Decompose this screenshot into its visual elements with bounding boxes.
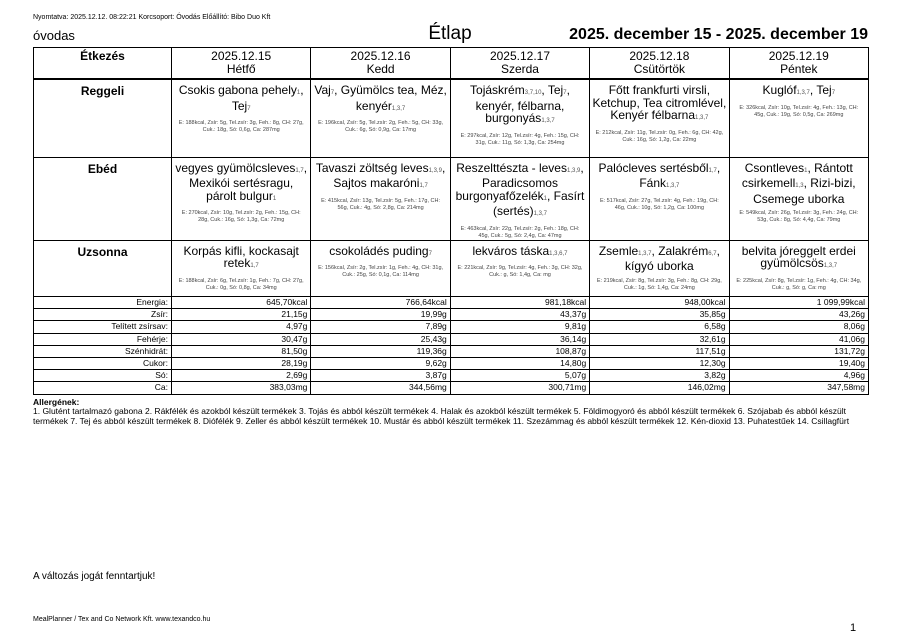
nutrient-value: 43,37g (450, 309, 589, 321)
nutrient-value: 32,61g (590, 333, 729, 345)
menu-cell (590, 240, 729, 296)
nutrition-summary-table (33, 296, 869, 395)
nutrition-info: E: 463kcal, Zsír: 22g, Tel.zsír: 2g, Feh.: 18g, CH: 45g, Cuk.: 5g, Só: 2,4g, Ca: 47mg (460, 225, 580, 239)
nutrient-value: 25,43g (311, 333, 450, 345)
dish-name (592, 245, 726, 273)
meal-name: Uzsonna (34, 240, 172, 296)
print-info: Nyomtatva: 2025.12.12. 08:22:21 Korcsoport: Óvodás Előállító: Bibo Duo Kft (33, 14, 271, 21)
nutrient-value: 766,64kcal (311, 297, 450, 309)
dish-text: , Mexikói sertésragu, párolt bulgur (189, 160, 308, 203)
meal-row (34, 240, 869, 296)
date-range: 2025. december 15 - 2025. december 19 (569, 26, 868, 43)
allergen-codes: 1 (272, 195, 277, 202)
nutrient-value: 2,69g (172, 370, 311, 382)
nutrition-row (34, 321, 869, 333)
menu-cell (450, 240, 589, 296)
allergen-codes: 1,3 (795, 183, 804, 189)
nutrition-row (34, 370, 869, 382)
page-number: 1 (850, 622, 857, 634)
allergen-codes: 1 (296, 90, 301, 96)
dish-text: , Zalakrém (651, 243, 709, 258)
nutrition-row (34, 382, 869, 394)
nutrient-value: 30,47g (172, 333, 311, 345)
nutrient-value: 12,30g (590, 358, 729, 370)
nutrient-value: 344,56mg (311, 382, 450, 394)
allergen-codes: 1,7 (708, 167, 717, 174)
allergen-codes: 7 (330, 90, 335, 96)
dish-name (453, 245, 587, 261)
menu-cell (311, 157, 450, 240)
day-header (729, 48, 868, 80)
dish-text: Tojáskrém (470, 83, 525, 97)
allergen-codes: 1,3,9 (428, 167, 442, 174)
dish-text: Palócleves sertésből (598, 160, 709, 175)
allergen-codes: 1,7 (295, 167, 304, 174)
nutrient-value: 6,58g (590, 321, 729, 333)
meal-name: Reggeli (34, 79, 172, 157)
dish-text: , Fasírt (sertés) (492, 188, 585, 218)
dish-text: , Tej (231, 83, 304, 113)
nutrition-info: E: 156kcal, Zsír: 2g, Tel.zsír: 1g, Feh.: 4g, CH: 31g, Cuk.: 25g, Só: 0,1g, Ca: 114mg (318, 265, 444, 278)
dish-text: , Fánk (639, 160, 721, 190)
nutrient-label: Fehérje: (34, 333, 172, 345)
nutrient-label: Telített zsírsav: (34, 321, 172, 333)
nutrient-value: 4,97g (172, 321, 311, 333)
day-header (590, 48, 729, 80)
nutrition-row (34, 297, 869, 309)
dish-name (732, 162, 866, 206)
dish-name (592, 162, 726, 193)
nutrient-value: 119,36g (311, 345, 450, 357)
menu-cell (729, 157, 868, 240)
menu-cell (729, 79, 868, 157)
day-date: 2025.12.19 (768, 49, 829, 63)
dish-text: lekváros táska (472, 243, 550, 258)
nutrient-value: 36,14g (450, 333, 589, 345)
day-name: Hétfő (226, 62, 256, 76)
allergen-codes: 1,3,7 (796, 90, 810, 96)
dish-text: , Tej (809, 83, 832, 97)
nutrient-value: 41,06g (729, 333, 868, 345)
nutrient-value: 81,50g (172, 345, 311, 357)
meal-row (34, 157, 869, 240)
nutrient-value: 3,82g (590, 370, 729, 382)
dish-name (592, 84, 726, 125)
allergen-codes: 1 (804, 167, 808, 174)
dish-text: Csontleves (744, 160, 805, 175)
meal-row (34, 79, 869, 157)
allergen-codes: 7 (563, 90, 567, 96)
day-name: Szerda (500, 62, 539, 76)
day-header (450, 48, 589, 80)
dish-text: Főtt frankfurti virsli, Ketchup, Tea citromlével, Kenyér félbarna (592, 83, 727, 122)
footer-credit: MealPlanner / Tex and Co Network Kft. www.texandco.hu (33, 616, 211, 623)
allergens-list: 1. Glutént tartalmazó gabona 2. Rákfélék és azokból készült termékek 3. Tojás és abból készült termékek 4. Halak és azokból készült termékek 5. Földimogyoró és abból készült termékek 6. Szójabab és abból készült termékek 7. Tej és abból készült termékek 8. Diófélék 9. Zeller és abból készült termékek 10. Mustár és abból készült termékek 11. Szezámmag és abból készült termékek 12. Kén-dioxid 13. Puhatestűek 14. Csillagfürt (33, 406, 850, 426)
day-date: 2025.12.16 (350, 49, 411, 63)
meal-name: Ebéd (34, 157, 172, 240)
nutrient-value: 8,06g (729, 321, 868, 333)
day-header-row (34, 48, 869, 80)
menu-cell (590, 157, 729, 240)
nutrient-value: 981,18kcal (450, 297, 589, 309)
dish-text: Csokis gabona pehely (178, 83, 297, 97)
nutrient-value: 645,70kcal (172, 297, 311, 309)
page-title: Étlap (428, 23, 472, 44)
nutrition-info: E: 415kcal, Zsír: 13g, Tel.zsír: 5g, Feh.: 17g, CH: 56g, Cuk.: 4g, Só: 2,8g, Ca: 214mg (321, 197, 440, 211)
nutrient-value: 9,81g (450, 321, 589, 333)
allergen-codes: 7 (428, 250, 432, 257)
day-name: Kedd (366, 62, 395, 76)
dish-name (174, 84, 308, 115)
day-header (311, 48, 450, 80)
dish-name (313, 84, 447, 115)
allergen-codes: 1,3,6,7 (549, 250, 568, 257)
nutrition-info: E: 188kcal, Zsír: 6g, Tel.zsír: 1g, Feh.: 7g, CH: 27g, Cuk.: 0g, Só: 0,8g, Ca: 34mg (178, 277, 304, 291)
allergen-codes: 1,7 (250, 263, 259, 269)
dish-text: , kenyér, félbarna, burgonyás (475, 83, 570, 125)
nutrition-row (34, 309, 869, 321)
day-date: 2025.12.18 (629, 49, 690, 63)
nutrient-label: Ca: (34, 382, 172, 394)
dish-text: Korpás kifli, kockasajt retek (183, 243, 299, 270)
nutrition-info: E: 225kcal, Zsír: 8g, Tel.zsír: 1g, Feh.: 4g, CH: 34g, Cuk.: g, Só: g, Ca: mg (736, 277, 862, 291)
dish-name (732, 84, 866, 100)
menu-cell (311, 240, 450, 296)
nutrient-value: 5,07g (450, 370, 589, 382)
nutrition-row (34, 333, 869, 345)
allergen-codes: 1 (543, 195, 547, 202)
dish-name (453, 84, 587, 128)
nutrient-label: Energia: (34, 297, 172, 309)
nutrient-label: Só: (34, 370, 172, 382)
allergen-codes: 1,3,9 (566, 167, 581, 174)
nutrient-value: 1 099,99kcal (729, 297, 868, 309)
dish-name (174, 162, 308, 206)
nutrient-value: 131,72g (729, 345, 868, 357)
nutrition-info: E: 517kcal, Zsír: 27g, Tel.zsír: 4g, Feh.: 19g, CH: 46g, Cuk.: 10g, Só: 1,2g, Ca: 100mg (599, 197, 719, 211)
dish-text: Zsemle (598, 243, 639, 258)
nutrient-value: 14,80g (450, 358, 589, 370)
allergen-codes: 3,7,10 (524, 90, 542, 96)
dish-text: , Rizi-bizi, Csemege uborka (753, 176, 856, 206)
dish-name (174, 245, 308, 273)
menu-cell (450, 79, 589, 157)
dish-text: , Tej (541, 83, 564, 97)
meal-column-header: Étkezés (34, 48, 172, 80)
menu-cell (172, 240, 311, 296)
nutrient-value: 300,71mg (450, 382, 589, 394)
dish-name (732, 245, 866, 273)
nutrition-info: E: 549kcal, Zsír: 26g, Tel.zsír: 3g, Feh.: 24g, CH: 53g, Cuk.: 8g, Só: 4,4g, Ca: 79mg (739, 210, 859, 223)
age-group-label: óvodas (33, 28, 75, 43)
allergens-title: Allergének: (33, 397, 80, 407)
day-name: Péntek (780, 62, 818, 76)
menu-cell (590, 79, 729, 157)
dish-text: , Paradicsomos burgonyafőzelék (455, 160, 584, 203)
dish-text: , Rántott csirkemell (741, 160, 853, 190)
dish-name (453, 162, 587, 221)
nutrient-value: 383,03mg (172, 382, 311, 394)
day-header (172, 48, 311, 80)
nutrient-value: 28,19g (172, 358, 311, 370)
allergen-codes: 1,3,7 (533, 211, 547, 217)
dish-name (313, 245, 447, 261)
nutrition-info: E: 188kcal, Zsír: 5g, Tel.zsír: 3g, Feh.: 8g, CH: 27g, Cuk.: 18g, Só: 0,6g, Ca: 287mg (178, 120, 304, 133)
dish-text: , Gyümölcs tea, Méz, kenyér (334, 83, 447, 113)
nutrient-value: 117,51g (590, 345, 729, 357)
nutrition-info: E: 219kcal, Zsír: 8g, Tel.zsír: 3g, Feh.: 8g, CH: 29g, Cuk.: 1g, Só: 1,4g, Ca: 24mg (596, 277, 722, 291)
day-name: Csütörtök (633, 62, 686, 76)
allergen-codes: 7 (831, 90, 836, 96)
nutrient-label: Zsír: (34, 309, 172, 321)
nutrient-value: 4,96g (729, 370, 868, 382)
nutrition-info: E: 212kcal, Zsír: 11g, Tel.zsír: 0g, Feh.: 6g, CH: 42g, Cuk.: 16g, Só: 1,2g, Ca: 22mg (595, 129, 724, 143)
nutrient-value: 3,87g (311, 370, 450, 382)
dish-text: Reszelttészta - leves (456, 160, 567, 175)
dish-text: Tavaszi zöltség leves (315, 160, 429, 175)
nutrition-info: E: 326kcal, Zsír: 10g, Tel.zsír: 4g, Feh.: 13g, CH: 45g, Cuk.: 19g, Só: 0,5g, Ca: 269mg (739, 104, 859, 118)
nutrient-value: 9,62g (311, 358, 450, 370)
menu-cell (729, 240, 868, 296)
day-date: 2025.12.15 (211, 49, 272, 63)
dish-name (313, 162, 447, 193)
disclaimer: A változás jogát fenntartjuk! (33, 571, 156, 582)
nutrition-info: E: 270kcal, Zsír: 10g, Tel.zsír: 2g, Feh.: 15g, CH: 28g, Cuk.: 16g, Só: 1,3g, Ca: 72mg (181, 210, 301, 223)
nutrient-value: 35,85g (590, 309, 729, 321)
allergen-codes: 1,3,7 (695, 115, 709, 121)
nutrient-value: 108,87g (450, 345, 589, 357)
nutrient-value: 19,40g (729, 358, 868, 370)
nutrient-label: Cukor: (34, 358, 172, 370)
nutrition-row (34, 345, 869, 357)
nutrient-value: 43,26g (729, 309, 868, 321)
dish-text: vegyes gyümölcsleves (175, 160, 296, 175)
nutrition-info: E: 221kcal, Zsír: 9g, Tel.zsír: 4g, Feh.: 3g, CH: 32g, Cuk.: g, Só: 1,4g, Ca: mg (457, 265, 583, 278)
nutrient-label: Szénhidrát: (34, 345, 172, 357)
dish-text: csokoládés puding (329, 243, 429, 258)
allergen-codes: 7 (247, 105, 251, 112)
nutrition-row (34, 358, 869, 370)
nutrition-info: E: 196kcal, Zsír: 5g, Tel.zsír: 2g, Feh.: 5g, CH: 33g, Cuk.: 6g, Só: 0,9g, Ca: 17mg (318, 120, 444, 133)
nutrient-value: 347,58mg (729, 382, 868, 394)
dish-text: , kígyó uborka (625, 243, 720, 273)
allergen-codes: 1,3,7 (391, 105, 406, 112)
allergen-codes: 1,3,7 (638, 250, 652, 257)
menu-cell (311, 79, 450, 157)
dish-text: Kuglóf (762, 83, 797, 97)
day-date: 2025.12.17 (489, 49, 550, 63)
menu-table (33, 47, 869, 297)
allergen-codes: 6,7 (708, 250, 717, 257)
dish-text: belvita jóreggelt erdei gyümölcsös (741, 243, 856, 270)
allergen-codes: 1,3,7 (666, 183, 680, 189)
menu-cell (172, 157, 311, 240)
nutrient-value: 146,02mg (590, 382, 729, 394)
nutrient-value: 948,00kcal (590, 297, 729, 309)
menu-cell (172, 79, 311, 157)
dish-text: Vaj (314, 83, 331, 97)
allergen-codes: 1,3,7 (823, 263, 838, 269)
dish-text: , Sajtos makaróni (333, 160, 446, 190)
menu-cell (450, 157, 589, 240)
nutrient-value: 7,89g (311, 321, 450, 333)
nutrient-value: 19,99g (311, 309, 450, 321)
allergen-codes: 1,3,7 (541, 118, 555, 124)
nutrition-info: E: 297kcal, Zsír: 12g, Tel.zsír: 4g, Feh.: 15g, CH: 31g, Cuk.: 11g, Só: 1,3g, Ca: 254mg (460, 132, 580, 146)
nutrient-value: 21,15g (172, 309, 311, 321)
allergen-codes: 1,7 (419, 183, 428, 189)
